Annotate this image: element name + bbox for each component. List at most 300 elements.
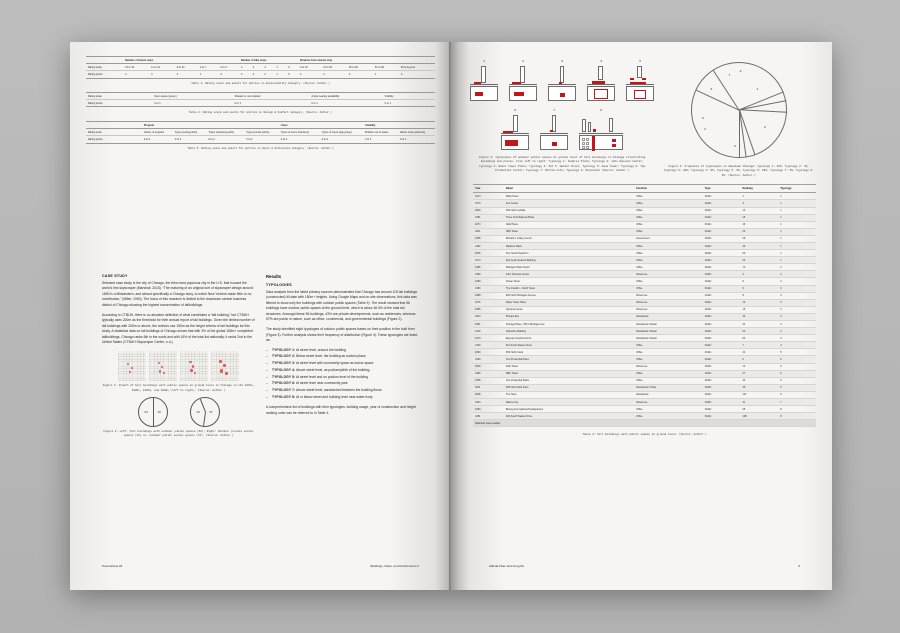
cell-typology: 8: [778, 413, 816, 420]
table-row: [473, 214, 816, 221]
cell: 4: [299, 72, 302, 76]
cell-ranking: 108: [741, 413, 779, 420]
cell-ranking: 23: [741, 228, 779, 235]
column-header-year: Year: [473, 184, 504, 192]
table-footer-row: [473, 420, 816, 427]
typology-text: At street level with community space as indoor space: [295, 361, 374, 366]
cell-type: Public: [703, 321, 741, 328]
column-header-name: Name: [504, 184, 634, 192]
table-row: [473, 228, 816, 235]
cell: 0 to 2: [174, 137, 182, 141]
cell: Types (tourist points): [246, 130, 270, 134]
typology-icon-5: [625, 60, 655, 101]
authors: Zahida Khan and Feng Du: [489, 564, 525, 568]
cell-type: Public: [703, 356, 741, 363]
typology-label: TYPOLOGY 7:: [272, 388, 296, 393]
cell-type: Public: [703, 292, 741, 299]
typologies-heading: TYPOLOGIES: [266, 283, 292, 287]
case-study-paragraph-2: According to CTBUH, there is no absolute definition of what constitutes a “tall building,” but CTBUH typically uses 200m as the threshold for their annual report of tall buildings. Given the limited number of tall buildings with 200m or above, the authors use 150m as the height criteria of tall buildings for this study. A statistical data on tall buildings of Chicago shows that with 3% of the global 150m+ completed tallbuildings, Chicago ranks 6th in the world and with 16% of the total list nationally, it ranks 2nd in the United States (CTBUH Skyscraper Center, n.d.).: [102, 313, 255, 345]
cell-ranking: 41: [741, 321, 779, 328]
figure-2-pies: [102, 397, 255, 427]
list-item: [266, 375, 419, 380]
case-study-heading: CASE STUDY: [102, 274, 128, 278]
cell: 3: [252, 72, 255, 76]
cell-function: Office: [634, 278, 703, 285]
cell-ranking: 63: [741, 257, 779, 264]
cell-year: 1976: [473, 299, 504, 306]
cell: 4 to 7: [200, 65, 207, 69]
table-row: [473, 306, 816, 313]
cell-ranking: 4: [741, 271, 779, 278]
section-view: [579, 115, 623, 134]
table-row: [473, 200, 816, 207]
figure-3-typology-icons: [473, 60, 651, 150]
cell-ranking: 16: [741, 306, 779, 313]
journal-name: Prometheus 04: [102, 564, 123, 568]
cell: 0 to 2: [246, 137, 253, 141]
cell-function: Office: [634, 200, 703, 207]
cell-ranking: 1: [741, 193, 779, 200]
cell-function: Office: [634, 377, 703, 384]
cell: 2: [176, 72, 179, 76]
section-view: [470, 66, 498, 85]
cell-year: 2009: [473, 363, 504, 370]
typology-icon-8: [578, 109, 624, 150]
typology-text: At street level near community park: [295, 381, 348, 386]
cell-typology: 1: [778, 193, 816, 200]
table-row: [473, 377, 816, 384]
cell-function: Mixed use: [634, 292, 703, 299]
cell: 0 or 1: [154, 101, 161, 105]
cell-ranking: 5: [741, 285, 779, 292]
table1-group: Number of bike stops: [240, 58, 267, 62]
cell: 1: [276, 72, 278, 76]
cell-ranking: 9: [741, 278, 779, 285]
results-heading: Results: [266, 274, 282, 279]
table3-group: Users: [280, 123, 288, 127]
table-row: [86, 100, 435, 107]
case-study-paragraph-1: Selected case study is the city of Chicago, the third most populous city in the U.S. that housed the world's first skyscraper (Marshall, 2015). “The maturing of an original sort of skyscraper design around 1890 is a Midwestern, and almost specifically a Chicago story, to which New Yorkers made little or no contribution,” (Miller, 1990). The focus of this research is limited to the downtown central business district of Chicago showing the highest concentration of tallbuildings.: [102, 281, 253, 307]
cell-function: Office: [634, 193, 703, 200]
right-page: [451, 42, 832, 590]
table3-group: Usability: [365, 123, 376, 127]
cell-function: Office: [634, 356, 703, 363]
cell-function: Residential: [634, 313, 703, 320]
plan-view: [548, 86, 576, 101]
cell-type: Public: [703, 306, 741, 313]
cell-typology: 8: [778, 406, 816, 413]
cell: 0 or 1: [234, 101, 241, 105]
cell: Ample seating availability: [311, 94, 340, 98]
cell-year: 1990: [473, 406, 504, 413]
cell-ranking: 20: [741, 221, 779, 228]
table3-caption: Table 3: Rating scale and points for metrics in Users & Activities category. (Source: Author.): [187, 147, 334, 150]
cell-typology: 6: [778, 384, 816, 391]
cell-function: Mixed use: [634, 271, 703, 278]
typology-icon-number: 8: [600, 109, 603, 112]
figure-3-row-bottom: [500, 109, 624, 150]
figure-2-caption: Figure 2: Left: Tall buildings with outdoor public spaces (56); Right: Outdoor private social spaces (43) vs. outdoor public social spaces (57). (Source: Author.): [103, 430, 254, 438]
cell: 0 to 3: [220, 65, 227, 69]
cell-type: Public: [703, 207, 741, 214]
pie-slice-label: 6: [710, 87, 713, 92]
pie-slice-label: 48: [157, 411, 161, 415]
cell-year: 1990: [473, 356, 504, 363]
cell-ranking: 40: [741, 242, 779, 249]
typology-text: Above street level, as podium/plinth of the building: [295, 367, 370, 372]
cell-name: Madison Plaza: [504, 242, 634, 249]
cell-name: NBC Tower: [504, 370, 634, 377]
cell-function: Office: [634, 242, 703, 249]
table1-caption: Table 1: Rating scale and points for metrics in Accessibility category. (Source: Author.): [191, 82, 330, 86]
section-view: [501, 115, 529, 134]
typology-icon-number: 7: [553, 109, 556, 112]
cell-year: 2001: [473, 228, 504, 235]
cell-function: Government: [634, 235, 703, 242]
cell: Types of users (transient): [280, 130, 309, 134]
cell-typology: 1: [778, 221, 816, 228]
cell-function: Office: [634, 250, 703, 257]
cell-year: 2004: [473, 313, 504, 320]
column-case-study: [102, 274, 255, 538]
plan-view: [470, 86, 498, 101]
table-row: [473, 285, 816, 292]
cell: 0: [400, 72, 403, 76]
cell: 2: [264, 65, 266, 69]
plan-view: [509, 86, 537, 101]
cell-type: Public: [703, 271, 741, 278]
typology-label: TYPOLOGY 2:: [272, 354, 296, 359]
cell-function: Office: [634, 214, 703, 221]
table-header-row: [473, 184, 816, 192]
cell-type: Public: [703, 328, 741, 335]
table-row: [473, 221, 816, 228]
cell-ranking: 7: [741, 342, 779, 349]
cell-ranking: 65: [741, 406, 779, 413]
cell-ranking: 24: [741, 349, 779, 356]
figure-1-maps: [102, 351, 255, 381]
row-label: Rating scale: [88, 94, 102, 98]
typology-text: At street level and on podium level of the building: [295, 374, 368, 379]
cell-function: Residential / Hotel: [634, 384, 703, 391]
cell: 8 to 10: [176, 65, 185, 69]
cell-function: Mixed use: [634, 399, 703, 406]
table-body: [473, 193, 816, 420]
typology-label: TYPOLOGY 4:: [272, 367, 296, 372]
figure-3-row-top: [469, 60, 655, 101]
list-item: [266, 388, 419, 393]
cell-function: Residential / Retail: [634, 328, 703, 335]
typology-label: TYPOLOGY 1:: [272, 347, 296, 352]
typology-label: TYPOLOGY 5:: [272, 374, 296, 379]
cell-name: One South Dearborn: [504, 250, 634, 257]
column-results: [266, 274, 419, 538]
cell-year: 1989: [473, 292, 504, 299]
cell-typology: 1: [778, 207, 816, 214]
cell: Shaded vs non-shaded: [234, 94, 261, 98]
typology-text: At street level, around the building: [295, 347, 346, 352]
table-row: [473, 257, 816, 264]
cell-typology: 6: [778, 363, 816, 370]
cell: 0 or 1: [384, 101, 392, 105]
cell-year: 1989: [473, 285, 504, 292]
figure-3-block: [473, 56, 651, 173]
cell: 0 to 4: [365, 137, 372, 141]
cell-year: 1985: [473, 264, 504, 271]
cell-function: Office: [634, 342, 703, 349]
cell-year: 2009: [473, 349, 504, 356]
table-row: [473, 193, 816, 200]
cell-year: 1991: [473, 321, 504, 328]
cell-type: Public: [703, 391, 741, 398]
list-item: [266, 368, 419, 373]
cell: 1: [200, 72, 202, 76]
typology-icon-7: [539, 109, 569, 150]
cell-year: 1989: [473, 370, 504, 377]
pie-slice-label: 8: [739, 69, 742, 74]
book-spread: [70, 42, 832, 590]
table-row: [473, 370, 816, 377]
cell-function: Office: [634, 257, 703, 264]
cell-name: 405 North Park Drive: [504, 384, 634, 391]
cell-ranking: 27: [741, 370, 779, 377]
table-row: [86, 64, 435, 71]
section-view: [587, 66, 615, 85]
cell-ranking: 8: [741, 292, 779, 299]
cell-ranking: 14: [741, 207, 779, 214]
typology-text: Above street level, sandwiched between the building floors: [295, 388, 382, 393]
cell-year: 1929: [473, 328, 504, 335]
table-row: [473, 413, 816, 420]
typology-icon-number: 3: [561, 60, 564, 63]
cell-typology: 6: [778, 391, 816, 398]
cell-typology: 3: [778, 313, 816, 320]
cell-function: Office: [634, 228, 703, 235]
cell-type: Public: [703, 214, 741, 221]
typology-list: [266, 348, 419, 401]
cell-typology: 2: [778, 278, 816, 285]
cell-function: Office: [634, 349, 703, 356]
left-page: [70, 42, 451, 590]
plan-view: [587, 86, 615, 101]
cell-name: Boeing International Headquarters: [504, 406, 634, 413]
cell: 3: [151, 72, 153, 76]
table-4-block: [473, 184, 816, 438]
cell: 1: [276, 65, 278, 69]
typology-icon-number: 2: [522, 60, 525, 63]
cell-name: AMA Plaza: [504, 221, 634, 228]
pie-slice-label: 4: [703, 126, 706, 131]
pie-chart-private-vs-public: [190, 397, 220, 427]
cell: 0: [288, 65, 290, 69]
cell: Types (shopping joints): [208, 130, 235, 134]
plan-view: [626, 86, 654, 101]
list-item: [266, 348, 419, 353]
table-accessibility: [86, 56, 435, 79]
cell-name: One Prudential Plaza: [504, 377, 634, 384]
figure-3-caption: Figure 3: Typologies of outdoor public spaces at ground level of tall buildings in Chicago illustrating buildings and plazas. From left to right: Typology 1: Federal Plaza; Typology 2: John Hancock Center; Typology 3: Water Tower Place; Typology 4: 311 S. Wacker Drive; Typology 5: Aqua Tower; Typology 6: Two Prudential Center; Typology 7: Marina City; Typology 8: Riverwalk (Source: Author.): [479, 156, 646, 172]
typology-icon-number: 6: [514, 109, 517, 112]
list-item: [266, 361, 419, 366]
cell-year: 1974: [473, 193, 504, 200]
pie-slice-label: 5: [702, 116, 704, 121]
cell-type: Public: [703, 413, 741, 420]
cell-function: Office: [634, 413, 703, 420]
cell-type: Public: [703, 250, 741, 257]
pie-slice-label: 2: [764, 124, 766, 129]
cell-type: Public: [703, 406, 741, 413]
cell-function: Office: [634, 207, 703, 214]
cell-typology: 6: [778, 377, 816, 384]
cell-type: Public: [703, 228, 741, 235]
cell-typology: 3: [778, 321, 816, 328]
table-row: [473, 242, 816, 249]
cell-typology: 3: [778, 335, 816, 342]
cell-typology: 3: [778, 328, 816, 335]
table-row: [86, 129, 435, 136]
cell: 99 & beyond: [400, 65, 415, 69]
cell-typology: 1: [778, 264, 816, 271]
cell-year: 1990: [473, 342, 504, 349]
cell-name: 300 North LaSalle: [504, 207, 634, 214]
cell: 0 to 2: [208, 137, 215, 141]
cell-function: Office: [634, 370, 703, 377]
cell: Types of users (age-group): [321, 130, 352, 134]
table-row: [473, 342, 816, 349]
cell: 4: [240, 65, 243, 69]
list-item: [266, 395, 419, 400]
section-view: [548, 66, 576, 85]
cell-year: 2001: [473, 384, 504, 391]
list-item: [266, 381, 419, 386]
cell-name: 353 North Clark: [504, 349, 634, 356]
cell-name: Michigan Plaza South: [504, 264, 634, 271]
pie-chart-public-spaces: [138, 397, 168, 427]
column-header-type: Type: [703, 184, 741, 192]
cell-ranking: 3: [741, 200, 779, 207]
results-paragraph-1: Data analysis from the listed primary sources demonstrated that Chicago has around 115 tall buildings (constructed) till date with 150m+ heights. Using Google Maps and on-site observations, this data was filtered to show only the buildings with outdoor public spaces (Table 9). The result showed that 56 buildings have outdoor public spaces at the ground level, which is about 48.3% of the total tall structures. Amongst these 56 buildings, 43% are private developments, such as residences, whereas 57% are public in nature, such as office, commercial, and governmental buildings (Figure 2).: [266, 290, 418, 322]
typology-icon-6: [500, 109, 530, 150]
cell-function: Office: [634, 221, 703, 228]
cell-year: 2008: [473, 391, 504, 398]
cell: 4: [240, 72, 243, 76]
section-view: [626, 66, 654, 85]
cell-typology: 6: [778, 370, 816, 377]
cell-ranking: 12: [741, 363, 779, 370]
cell-ranking: 44: [741, 377, 779, 384]
cell-type: Public: [703, 221, 741, 228]
cell-year: 1973: [473, 221, 504, 228]
cell-year: 1974: [473, 257, 504, 264]
typology-label: TYPOLOGY 8:: [272, 395, 296, 400]
cell-year: 1969: [473, 271, 504, 278]
left-page-columns: [102, 274, 419, 538]
figure-4-block: [661, 56, 816, 178]
cell-name: UBS Tower: [504, 228, 634, 235]
cell-name: Richard J. Daley Center: [504, 235, 634, 242]
cell: 0 to 2: [143, 137, 151, 141]
cell-typology: 3: [778, 292, 816, 299]
table-row: [473, 335, 816, 342]
pie-slice-label: 57: [209, 411, 213, 415]
cell-typology: 1: [778, 242, 816, 249]
table-4-caption: Table 4: Tall buildings with public spaces at ground level. (Source: Author.): [582, 433, 707, 437]
cell-name: Olympia Centre: [504, 306, 634, 313]
pie-slice-label: 7: [728, 73, 731, 78]
cell-name: Three First National Plaza: [504, 214, 634, 221]
map-1970s: [118, 351, 146, 381]
table-row: [473, 399, 816, 406]
cell: 13 to 16: [125, 65, 135, 69]
cell-typology: 3: [778, 299, 816, 306]
figure-4-caption: Figure 4: Frequency of typologies in downtown Chicago: Typology 1: 32%; Typology 2: 4%; Typology 3: 28%; Typology 4: 9%; Typology 5: 3%; Typology 6: 19%; Typology 7: 3%; Typology 8: 4%. (Source: Author.): [663, 165, 814, 177]
cell-function: Mixed use: [634, 299, 703, 306]
table-row: [473, 299, 816, 306]
table-row: [473, 328, 816, 335]
cell-name: Two Prudential Plaza: [504, 356, 634, 363]
cell-typology: 3: [778, 285, 816, 292]
cell: 0: [220, 72, 222, 76]
results-paragraph-2: The study identified eight typologies of outdoor public spaces based on their position in the built form (Figure 3). Further analysis shows their frequency of distribution (Figure 4). These typologies are listed as:: [266, 327, 418, 343]
selected-case-studies-label: Selected case studies: [473, 420, 816, 427]
table-row: [473, 264, 816, 271]
cell-type: Public: [703, 193, 741, 200]
cell: 4: [125, 72, 127, 76]
typology-icon-number: 1: [483, 60, 486, 63]
table-row: [473, 391, 816, 398]
cell: Multiple use of space: [365, 130, 389, 134]
column-header-typology: Typology: [778, 184, 816, 192]
typology-label: TYPOLOGY 3:: [272, 361, 296, 366]
cell-ranking: 53: [741, 250, 779, 257]
typology-icon-4: [586, 60, 616, 101]
cell-function: Residential / Retail: [634, 335, 703, 342]
typology-icon-2: [508, 60, 538, 101]
typology-icon-1: [469, 60, 499, 101]
cell-type: Public: [703, 363, 741, 370]
cell-name: 311 South Wacker Drive: [504, 342, 634, 349]
cell-type: Public: [703, 264, 741, 271]
table-row: [473, 384, 816, 391]
cell-function: Office: [634, 285, 703, 292]
cell-type: Public: [703, 313, 741, 320]
left-page-footer: [102, 564, 419, 568]
typology-icon-3: [547, 60, 577, 101]
cell-typology: 1: [778, 235, 816, 242]
cell-typology: 5: [778, 349, 816, 356]
cell-year: 1965: [473, 235, 504, 242]
cell-year: 1973: [473, 200, 504, 207]
cell-typology: 1: [778, 214, 816, 221]
cell-name: Park Tower: [504, 363, 634, 370]
cell-name: Elysees Condominiums: [504, 335, 634, 342]
cell-ranking: 64: [741, 335, 779, 342]
cell-name: Palmolive Building: [504, 328, 634, 335]
map-1980s: [149, 351, 177, 381]
cell-type: Public: [703, 370, 741, 377]
plan-view: [540, 135, 568, 150]
pie-slice-label: 43: [196, 411, 200, 415]
cell: Variety of program: [143, 130, 165, 134]
cell-name: Marina City: [504, 399, 634, 406]
typology-icon-number: 4: [600, 60, 603, 63]
table-row: [473, 363, 816, 370]
cell: 11 to 25: [323, 65, 333, 69]
typology-text: At or below street and building level near water body: [295, 395, 373, 400]
cell: 3: [252, 65, 255, 69]
cell-name: The Tides: [504, 391, 634, 398]
cell-name: Willis Tower: [504, 193, 634, 200]
